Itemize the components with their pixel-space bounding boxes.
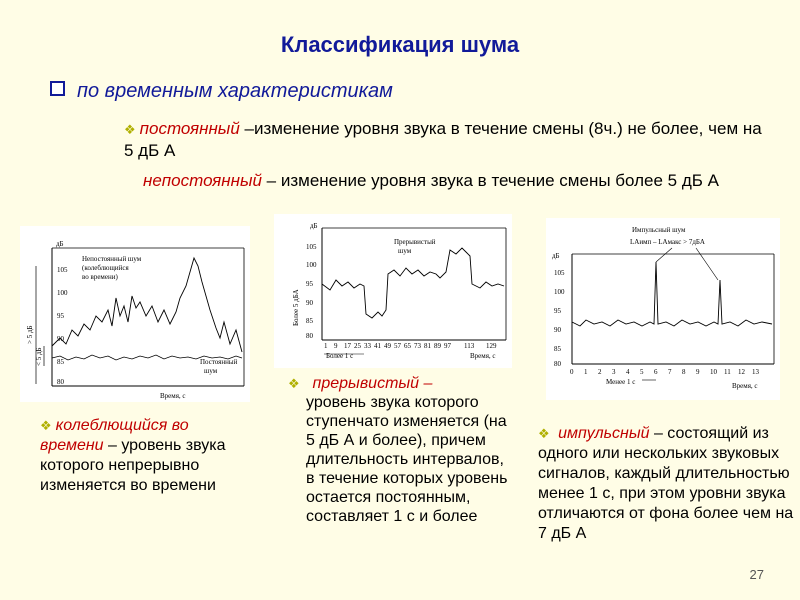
fig1-constant-label: шум xyxy=(204,367,218,375)
diamond-bullet-icon: ❖ xyxy=(288,376,300,391)
impulse-text: – состоящий из одного или нескольких звуковых сигналов, каждый длительностью менее 1 с, при этом уровни звука отличаются от фона более чем на 7 дБ А xyxy=(538,425,794,542)
fig2-xtick: 41 xyxy=(374,342,381,350)
fig2-ytick: 90 xyxy=(306,299,313,307)
fig2-side-label: Более 5 дБА xyxy=(292,289,300,326)
fig2-xtick: 25 xyxy=(354,342,361,350)
diamond-bullet-icon: ❖ xyxy=(538,426,550,441)
fig1-ytick: 105 xyxy=(57,266,68,274)
fig3-xtick: 7 xyxy=(668,368,672,376)
fig3-xtick: 11 xyxy=(724,368,731,376)
fig2-ytick: 100 xyxy=(306,261,317,269)
fig2-label-line: Прерывистый xyxy=(394,238,436,246)
fig2-xtick: 73 xyxy=(414,342,421,350)
fig3-xtick: 13 xyxy=(752,368,759,376)
square-bullet-icon xyxy=(50,81,65,96)
fig1-ytick: 80 xyxy=(57,378,64,386)
fig2-xtick: 129 xyxy=(486,342,497,350)
fig2-ytick: 80 xyxy=(306,332,313,340)
constant-text: –изменение уровня звука в течение смены (8ч.) не более, чем на 5 дБ А xyxy=(124,119,762,160)
fig3-xtick: 3 xyxy=(612,368,616,376)
fig3-unit: дБ xyxy=(552,252,560,260)
fig2-xtick: 49 xyxy=(384,342,391,350)
figure-fluctuating-noise xyxy=(20,226,250,402)
fig3-xtick: 2 xyxy=(598,368,602,376)
fig2-ytick: 95 xyxy=(306,280,313,288)
fig1-constant-label: Постоянный xyxy=(200,358,238,366)
fig2-xtick: 17 xyxy=(344,342,351,350)
intermittent-text: уровень звука которого ступенчато изменяется (на 5 дБ А и более), причем длительность интервалов, в течение которых уровень остается постоянным, составляет 1 с и более xyxy=(306,394,508,525)
constant-definition xyxy=(124,118,764,161)
fig3-xlabel: Время, с xyxy=(732,382,758,390)
fig3-xtick: 12 xyxy=(738,368,745,376)
fluctuating-text: – уровень звука которого непрерывно изменяется во времени xyxy=(40,437,226,494)
intermittent-term-line xyxy=(286,374,510,393)
fig2-ytick: 85 xyxy=(306,317,313,325)
fig2-unit: дБ xyxy=(310,222,318,230)
fig2-xtick: 9 xyxy=(334,342,338,350)
subtitle xyxy=(50,80,393,103)
intermittent-definition xyxy=(286,374,510,526)
fig1-side-label-b: < 5 дБ xyxy=(35,347,43,366)
fig2-xtick: 113 xyxy=(464,342,475,350)
fig1-label-line: во времени) xyxy=(82,273,118,281)
constant-term: постоянный xyxy=(139,119,240,138)
nonconstant-term: непостоянный xyxy=(143,171,262,190)
fig1-side-label-a: > 5 дБ xyxy=(26,325,34,344)
nonconstant-text: – изменение уровня звука в течение смены более 5 дБ А xyxy=(261,171,719,190)
intermittent-term: прерывистый – xyxy=(312,375,433,392)
fig3-xtick: 0 xyxy=(570,368,574,376)
impulse-definition xyxy=(538,424,794,544)
fig2-xtick: 33 xyxy=(364,342,371,350)
fig2-xtick: 1 xyxy=(324,342,328,350)
diamond-bullet-icon: ❖ xyxy=(40,418,52,433)
fig3-label: Импульсный шум xyxy=(632,226,686,234)
fig3-ytick: 85 xyxy=(554,345,561,353)
subtitle-text: по временным характеристикам xyxy=(77,80,393,102)
fig3-note: Менее 1 с xyxy=(606,378,636,386)
fig3-ytick: 105 xyxy=(554,269,565,277)
fig2-xtick: 65 xyxy=(404,342,411,350)
fig2-note: Более 1 с xyxy=(326,352,354,360)
figure-intermittent-noise xyxy=(274,214,512,368)
fig1-xlabel: Время, с xyxy=(160,392,186,400)
fluctuating-term: колеблющийся во времени xyxy=(40,417,189,454)
fig3-xtick: 1 xyxy=(584,368,588,376)
fig3-formula: LAимп – LAмакс > 7дБА xyxy=(630,238,705,246)
fig2-xtick: 81 xyxy=(424,342,431,350)
fig3-xtick: 9 xyxy=(696,368,700,376)
page-number: 27 xyxy=(749,567,764,582)
nonconstant-definition xyxy=(143,170,763,191)
fig1-ytick: 100 xyxy=(57,289,68,297)
fig3-ytick: 90 xyxy=(554,326,561,334)
fig2-ytick: 105 xyxy=(306,243,317,251)
fig3-ytick: 80 xyxy=(554,360,561,368)
figure-impulse-noise xyxy=(546,218,780,400)
fig1-ytick: 85 xyxy=(57,358,64,366)
diamond-bullet-icon: ❖ xyxy=(124,122,136,137)
fig2-label-line: шум xyxy=(398,247,412,255)
fig2-xlabel: Время, с xyxy=(470,352,496,360)
fig3-ytick: 95 xyxy=(554,307,561,315)
impulse-term: импульсный xyxy=(558,425,650,442)
fig3-xtick: 10 xyxy=(710,368,717,376)
fig1-unit: дБ xyxy=(56,240,64,248)
fig3-xtick: 4 xyxy=(626,368,630,376)
fig3-xtick: 6 xyxy=(654,368,658,376)
fig1-ytick: 90 xyxy=(57,335,64,343)
slide-title: Классификация шума xyxy=(280,32,520,57)
fig3-xtick: 5 xyxy=(640,368,644,376)
fig1-ytick: 95 xyxy=(57,312,64,320)
fig2-xtick: 97 xyxy=(444,342,451,350)
fluctuating-definition xyxy=(40,416,230,496)
fig1-label-line: Непостоянный шум xyxy=(82,255,142,263)
fig3-ytick: 100 xyxy=(554,288,565,296)
fig2-xtick: 89 xyxy=(434,342,441,350)
fig2-xtick: 57 xyxy=(394,342,401,350)
fig3-xtick: 8 xyxy=(682,368,686,376)
fig1-label-line: (колеблющийся xyxy=(82,264,129,272)
